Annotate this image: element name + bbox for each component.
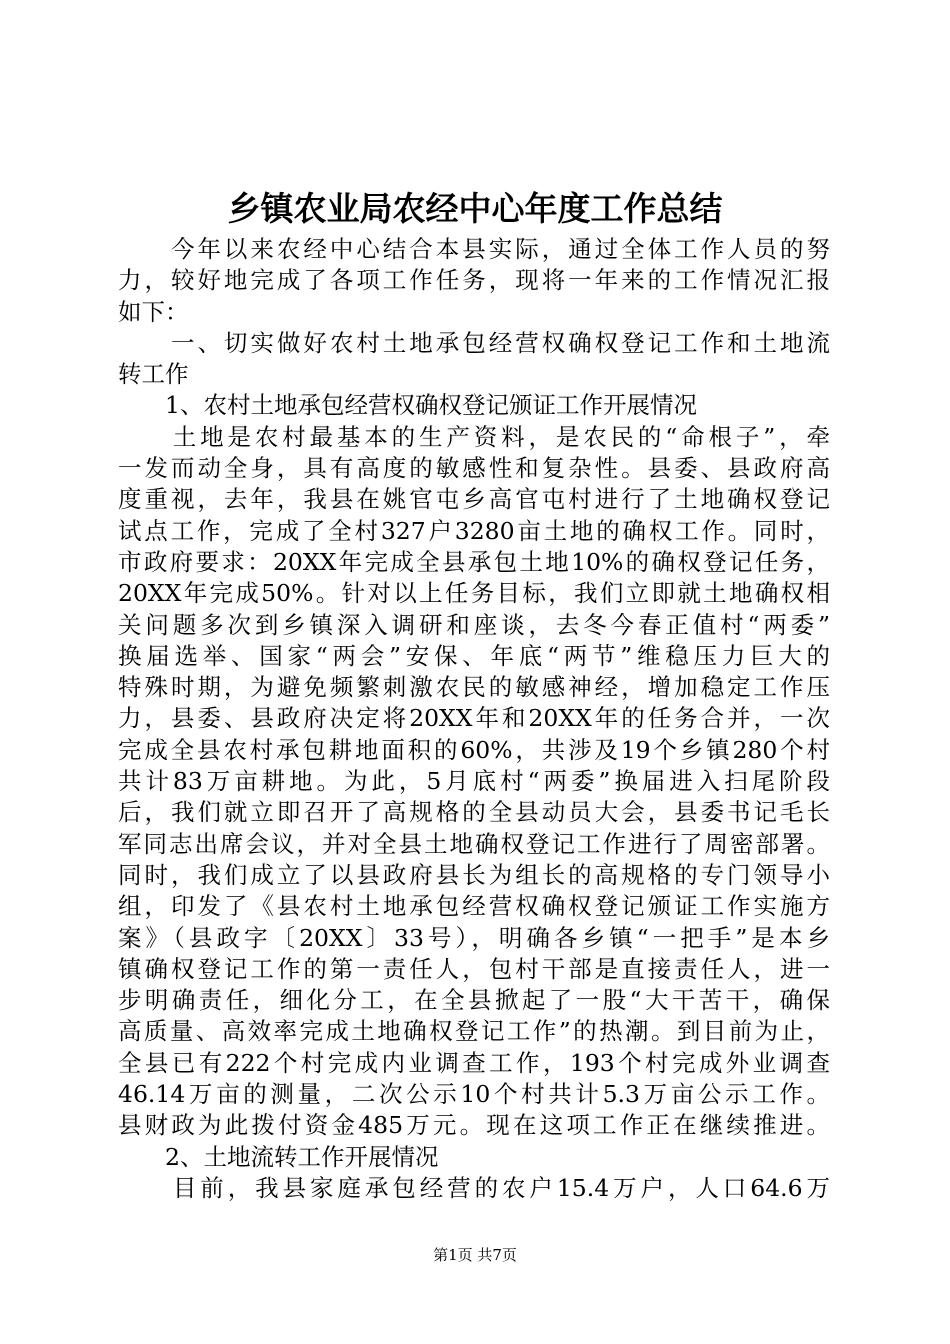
body-line: 镇确权登记工作的第一责任人，包村干部是直接责任人，进一 xyxy=(118,954,830,983)
body-line: 高质量、高效率完成土地确权登记工作”的热潮。到目前为止， xyxy=(118,1017,830,1046)
body-line: 20XX年完成50%。针对以上任务目标，我们立即就土地确权相 xyxy=(118,579,830,608)
section-heading-line: 一、切实做好农村土地承包经营权确权登记工作和土地流 xyxy=(118,328,830,357)
body-line: 全县已有222个村完成内业调查工作，193个村完成外业调查 xyxy=(118,1048,830,1077)
body-line: 目前，我县家庭承包经营的农户15.4万户，人口64.6万 xyxy=(118,1173,830,1202)
body-line: 力，县委、县政府决定将20XX年和20XX年的任务合并，一次 xyxy=(118,704,830,733)
body-line: 案》（县政字〔20XX〕33号），明确各乡镇“一把手”是本乡 xyxy=(118,923,830,952)
body-line: 县财政为此拨付资金485万元。现在这项工作正在继续推进。 xyxy=(118,1111,830,1140)
body-line: 市政府要求：20XX年完成全县承包土地10%的确权登记任务， xyxy=(118,547,830,576)
document-body xyxy=(118,234,830,1204)
body-line: 换届选举、国家“两会”安保、年底“两节”维稳压力巨大的 xyxy=(118,641,830,670)
body-line: 如下： xyxy=(118,297,189,326)
body-line: 军同志出席会议，并对全县土地确权登记工作进行了周密部署。 xyxy=(118,829,830,858)
subsection-heading: 2、土地流转工作开展情况 xyxy=(118,1142,439,1171)
subsection-heading: 1、农村土地承包经营权确权登记颁证工作开展情况 xyxy=(118,391,697,420)
body-line: 同时，我们成立了以县政府县长为组长的高规格的专门领导小 xyxy=(118,860,830,889)
body-line: 完成全县农村承包耕地面积的60%，共涉及19个乡镇280个村 xyxy=(118,735,830,764)
body-line: 共计83万亩耕地。为此，5月底村“两委”换届进入扫尾阶段 xyxy=(118,767,830,796)
body-line: 试点工作，完成了全村327户3280亩土地的确权工作。同时， xyxy=(118,516,830,545)
body-line: 后，我们就立即召开了高规格的全县动员大会，县委书记毛长 xyxy=(118,798,830,827)
document-title: 乡镇农业局农经中心年度工作总结 xyxy=(227,189,723,228)
body-line: 46.14万亩的测量，二次公示10个村共计5.3万亩公示工作。 xyxy=(118,1080,830,1109)
section-heading-line: 转工作 xyxy=(118,360,189,389)
body-line: 特殊时期，为避免频繁刺激农民的敏感神经，增加稳定工作压 xyxy=(118,673,830,702)
body-line: 关问题多次到乡镇深入调研和座谈，去冬今春正值村“两委” xyxy=(118,610,830,639)
body-line: 组，印发了《县农村土地承包经营权确权登记颁证工作实施方 xyxy=(118,892,830,921)
body-line: 今年以来农经中心结合本县实际，通过全体工作人员的努 xyxy=(118,235,830,263)
body-line: 一发而动全身，具有高度的敏感性和复杂性。县委、县政府高 xyxy=(118,454,830,483)
body-line: 步明确责任，细化分工，在全县掀起了一股“大干苦干，确保 xyxy=(118,986,830,1015)
body-line: 度重视，去年，我县在姚官屯乡高官屯村进行了土地确权登记 xyxy=(118,485,830,514)
body-line: 力，较好地完成了各项工作任务，现将一年来的工作情况汇报 xyxy=(118,266,830,295)
body-line: 土地是农村最基本的生产资料，是农民的“命根子”，牵 xyxy=(118,422,830,451)
page-number-footer: 第1页 共7页 xyxy=(433,1246,517,1264)
